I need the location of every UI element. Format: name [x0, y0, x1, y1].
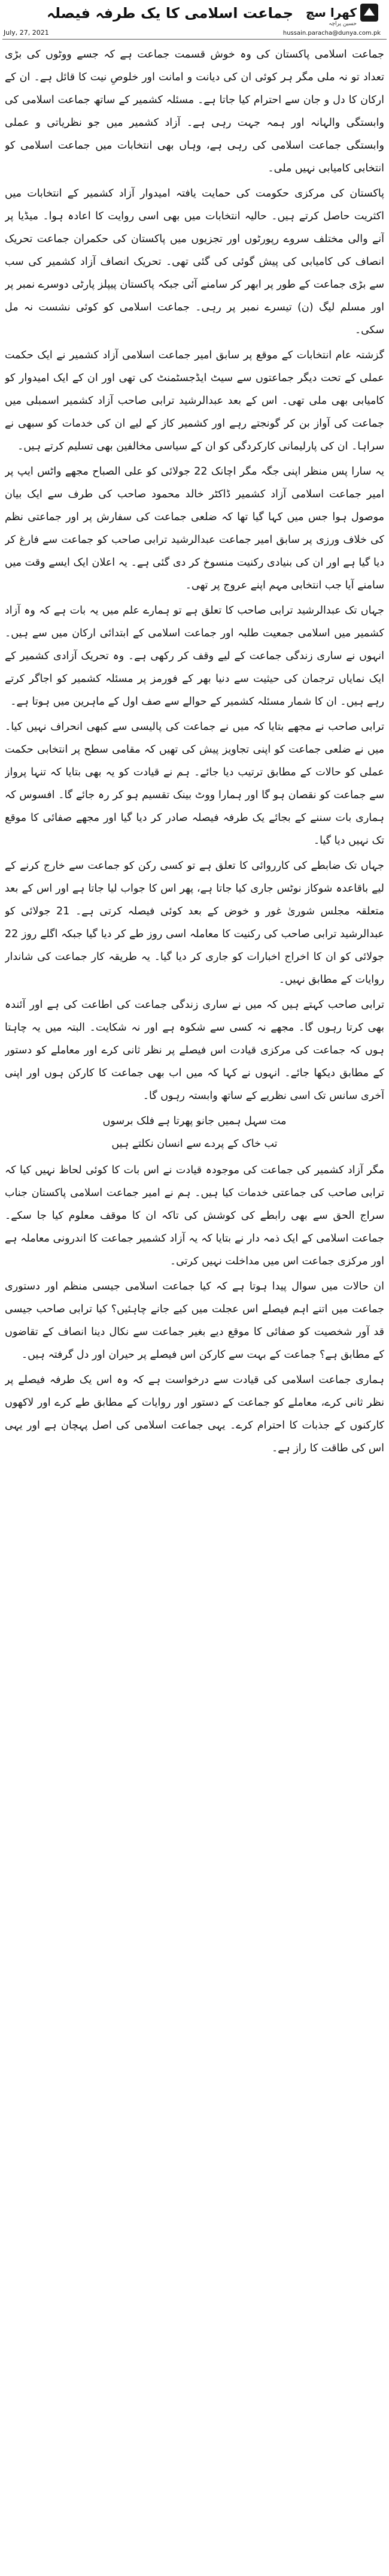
article-body	[5, 43, 384, 2572]
paragraph: ہماری جماعت اسلامی کی قیادت سے درخواست ہے کہ وہ اس یک طرفہ فیصلے پر نظر ثانی کرے، معاملے کو جماعت کے دستور اور روایات کے مطابق طے کرے اور لاکھوں کارکنوں کے جذبات کا احترام کرے۔ یہی جماعت اسلامی کی اصل پہچان ہے اور یہی اس کی طاقت کا راز ہے۔	[5, 1374, 384, 1454]
paragraph: ان حالات میں سوال پیدا ہوتا ہے کہ کیا جماعت اسلامی جیسی منظم اور دستوری جماعت میں اتنے اہم فیصلے اس عجلت میں کیے جانے چاہئیں؟ کیا ترابی صاحب جیسی قد آور شخصیت کو صفائی کا موقع دیے بغیر جماعت سے نکال دینا انصاف کے تقاضوں کے مطابق ہے؟ جماعت کے بہت سے کارکن اس فیصلے پر حیران اور دل گرفتہ ہیں۔	[5, 1281, 384, 1361]
poetry-verse	[5, 1110, 384, 1155]
paragraph: یہ سارا پس منظر اپنی جگہ مگر اچانک 22 جولائی کو علی الصباح مجھے واٹس ایپ پر امیر جماعت اسلامی آزاد کشمیر ڈاکٹر خالد محمود صاحب کی طرف سے ایک بیان موصول ہوا جس میں کہا گیا تھا کہ ضلعی جماعت کی سفارش پر اور جماعتی نظم کی خلاف ورزی پر سابق امیر جماعت عبدالرشید ترابی صاحب کو جماعت سے فارغ کر دیا گیا ہے اور ان کی بنیادی رکنیت منسوخ کر دی گئی ہے۔ یہ اعلان ایک ایسے وقت میں سامنے آیا جب انتخابی مہم اپنے عروج پر تھی۔	[5, 466, 384, 591]
logo-subtext: حسین پراچہ	[329, 21, 357, 27]
verse-line: تب خاک کے پردے سے انسان نکلتے ہیں	[111, 1138, 278, 1150]
header-divider	[2, 39, 387, 40]
paragraph: پاکستان کی مرکزی حکومت کی حمایت یافتہ امیدوار آزاد کشمیر کے انتخابات میں اکثریت حاصل کرتے ہیں۔ حالیہ انتخابات میں بھی اسی روایت کا اعادہ ہوا۔ میڈیا پر آنے والی مختلف سروے رپورٹوں اور تجزیوں میں پاکستان کی حکمران جماعت تحریک انصاف کی کامیابی کی پیش گوئی کی گئی تھی۔ تحریک انصاف آزاد کشمیر کی سب سے بڑی جماعت کے طور پر ابھر کر سامنے آئی جبکہ پاکستان پیپلز پارٹی دوسرے نمبر پر اور مسلم لیگ (ن) تیسرے نمبر پر رہی۔ جماعت اسلامی کو کوئی نشست نہ مل سکی۔	[5, 188, 384, 336]
column-header	[0, 0, 389, 40]
verse-line: مت سہل ہمیں جانو پھرتا ہے فلک برسوں	[102, 1115, 287, 1127]
column-logo	[298, 1, 381, 28]
logo-text: کھرا سچ	[305, 5, 357, 20]
paragraph: مگر آزاد کشمیر کی جماعت کی موجودہ قیادت نے اس بات کا کوئی لحاظ نہیں کیا کہ ترابی صاحب کی جماعتی خدمات کیا ہیں۔ ہم نے امیر جماعت اسلامی پاکستان جناب سراج الحق سے بھی رابطے کی کوشش کی تاکہ ان کا موقف معلوم کیا جا سکے۔ جماعت اسلامی کے ایک ذمہ دار نے بتایا کہ یہ آزاد کشمیر جماعت کا اندرونی معاملہ ہے اور مرکزی جماعت اس میں مداخلت نہیں کرتی۔	[5, 1164, 384, 1267]
paragraph: جہاں تک ضابطے کی کارروائی کا تعلق ہے تو کسی رکن کو جماعت سے خارج کرنے کے لیے باقاعدہ شوکاز نوٹس جاری کیا جاتا ہے، پھر اس کا جواب لیا جاتا ہے اور اس کے بعد متعلقہ مجلس شوریٰ غور و خوض کے بعد کوئی فیصلہ کرتی ہے۔ 21 جولائی کو عبدالرشید ترابی صاحب کی رکنیت کا معاملہ اسی روز طے کر دیا گیا جبکہ اگلے روز 22 جولائی کو ان کا اخراج اخبارات کو جاری کر دیا گیا۔ یہ طریقہ کار جماعت کی شاندار روایات کے مطابق نہیں۔	[5, 860, 384, 986]
paragraph: ترابی صاحب نے مجھے بتایا کہ میں نے جماعت کی پالیسی سے کبھی انحراف نہیں کیا۔ میں نے ضلعی جماعت کو اپنی تجاویز پیش کی تھیں کہ مقامی سطح پر انتخابی حکمت عملی کو حالات کے مطابق ترتیب دیا جائے۔ ہم نے قیادت کو یہ بھی بتایا کہ تنہا پرواز سے جماعت کو نقصان ہو گا اور ہمارا ووٹ بینک تقسیم ہو کر رہ جائے گا۔ افسوس کہ ہماری بات سننے کے بجائے یک طرفہ فیصلہ صادر کر دیا گیا اور مجھے صفائی کا موقع تک نہیں دیا گیا۔	[5, 721, 384, 847]
paragraph: جہاں تک عبدالرشید ترابی صاحب کا تعلق ہے تو ہمارے علم میں یہ بات ہے کہ وہ آزاد کشمیر میں اسلامی جمعیت طلبہ اور جماعت اسلامی کے ابتدائی ارکان میں سے ہیں۔ انہوں نے ساری زندگی جماعت کے لیے وقف کر رکھی ہے۔ وہ تحریک آزادی کشمیر کے ایک نمایاں ترجمان کی حیثیت سے دنیا بھر کے فورمز پر مسئلہ کشمیر کو اجاگر کرتے رہے ہیں۔ ان کا شمار مسئلہ کشمیر کے حوالے سے صف اول کے ماہرین میں ہوتا ہے۔	[5, 605, 384, 708]
article-title: جماعت اسلامی کا یک طرفہ فیصلہ	[46, 5, 293, 22]
paragraph: ترابی صاحب کہتے ہیں کہ میں نے ساری زندگی جماعت کی اطاعت کی ہے اور آئندہ بھی کرتا رہوں گا۔ مجھے نہ کسی سے شکوہ ہے اور نہ شکایت۔ البتہ میں یہ چاہتا ہوں کہ جماعت کی مرکزی قیادت اس فیصلے پر نظر ثانی کرے اور معاملے کو دستور کے مطابق دیکھا جائے۔ انہوں نے کہا کہ میں اب بھی جماعت کا کارکن ہوں اور اپنی آخری سانس تک اسی نظریے کے ساتھ وابستہ رہوں گا۔	[5, 999, 384, 1102]
author-email: hussain.paracha@dunya.com.pk	[282, 30, 381, 37]
paragraph: گزشتہ عام انتخابات کے موقع پر سابق امیر جماعت اسلامی آزاد کشمیر نے ایک حکمت عملی کے تحت دیگر جماعتوں سے سیٹ ایڈجسٹمنٹ کی تھی اور ان کے ایک امیدوار کو کامیابی بھی ملی تھی۔ اس کے بعد عبدالرشید ترابی صاحب آزاد کشمیر اسمبلی میں جماعت کی آواز بن کر گونجتے رہے اور کشمیر کاز کے لیے ان کی خدمات کو سبھی نے سراہا۔ ان کی پارلیمانی کارکردگی کو ان کے سیاسی مخالفین بھی تسلیم کرتے ہیں۔	[5, 349, 384, 452]
publish-date: July, 27, 2021	[4, 29, 49, 37]
paragraph: جماعت اسلامی پاکستان کی وہ خوش قسمت جماعت ہے کہ جسے ووٹوں کی بڑی تعداد تو نہ ملی مگر ہر کوئی ان کی دیانت و امانت اور خلوصِ نیت کا قائل ہے۔ ان کے ارکان کا دل و جان سے احترام کیا جاتا ہے۔ مسئلہ کشمیر کے ساتھ جماعت اسلامی کی وابستگی والہانہ اور ہمہ جہت رہی ہے۔ آزاد کشمیر میں جو نظریاتی و عملی وابستگی جماعت اسلامی کی رہی ہے، وہاں بھی انتخابات میں جماعت اسلامی کو انتخابی کامیابی نہیں ملی۔	[5, 49, 384, 174]
